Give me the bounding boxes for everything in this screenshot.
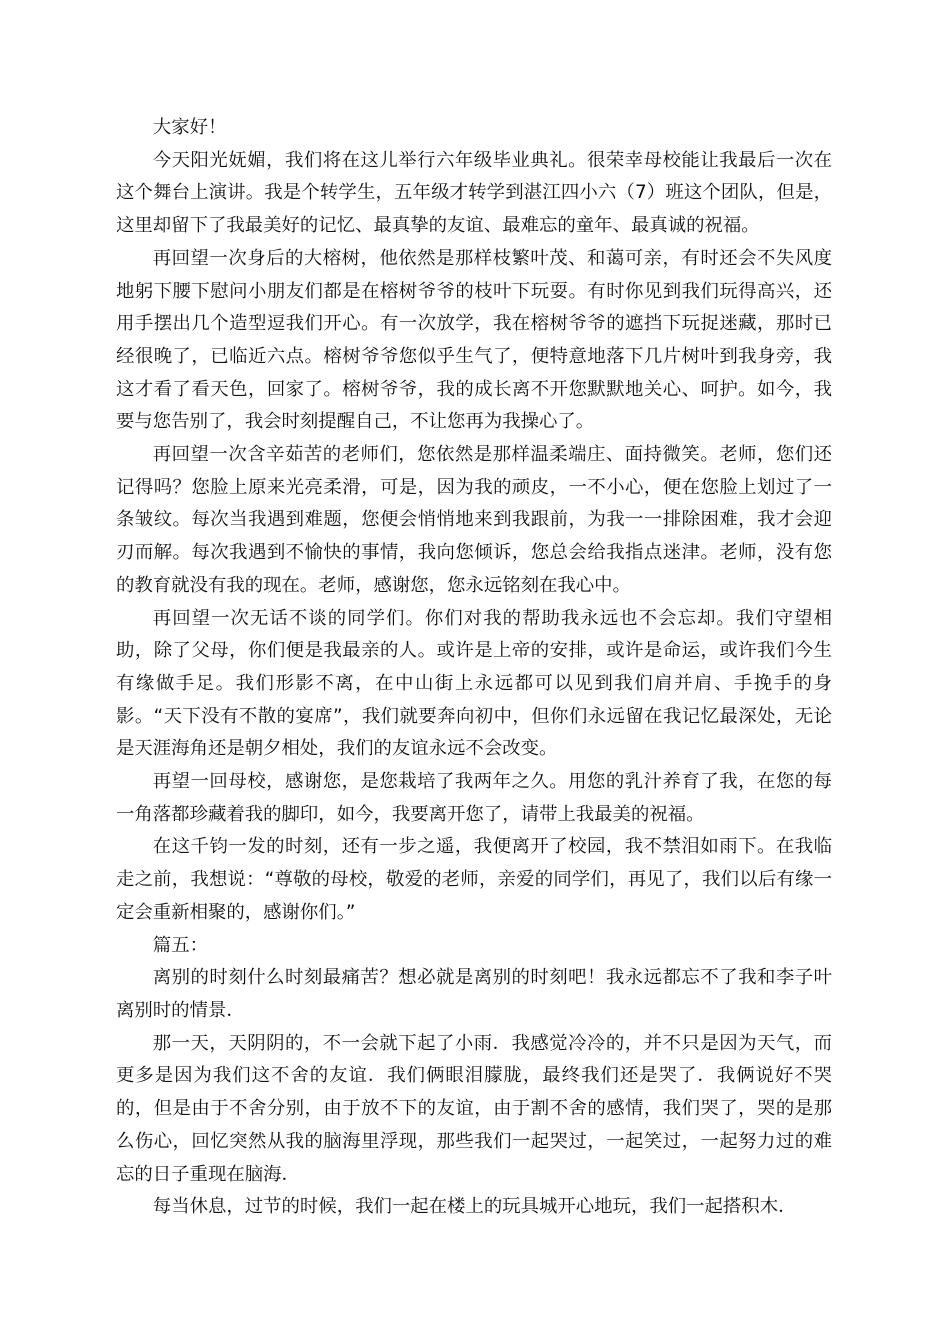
- paragraph-holidays: 每当休息，过节的时候，我们一起在楼上的玩具城开心地玩，我们一起搭积木．: [152, 1196, 797, 1218]
- paragraph-school: 再望一回母校，感谢您，是您栽培了我两年之久。用您的乳汁养育了我，在您的每一角落都珍藏着我的脚印，如今，我要离开您了，请带上我最美的祝福。: [116, 771, 832, 825]
- document-body: [116, 112, 832, 1224]
- paragraph-farewell: 在这千钧一发的时刻，还有一步之遥，我便离开了校园，我不禁泪如雨下。在我临走之前，我想说：“尊敬的母校，敬爱的老师，亲爱的同学们，再见了，我们以后有缘一定会重新相聚的，感谢你们。”: [116, 836, 832, 923]
- paragraph-classmates: 再回望一次无话不谈的同学们。你们对我的帮助我永远也不会忘却。我们守望相助，除了父母，你们便是我最亲的人。或许是上帝的安排，或许是命运，或许我们今生有缘做手足。我们形影不离，在中山街上永远都可以见到我们肩并肩、手挽手的身影。“天下没有不散的宴席”，我们就要奔向初中，但你们永远留在我记忆最深处，无论是天涯海角还是朝夕相处，我们的友谊永远不会改变。: [116, 607, 832, 760]
- greeting-paragraph: 大家好！: [152, 117, 227, 138]
- paragraph-rainy-day: 那一天，天阴阴的，不一会就下起了小雨．我感觉冷冷的，并不只是因为天气，而更多是因为我们这不舍的友谊．我们俩眼泪朦胧，最终我们还是哭了．我俩说好不哭的，但是由于不舍分别，由于放不下的友谊，由于割不舍的感情，我们哭了，哭的是那么伤心，回忆突然从我的脑海里浮现，那些我们一起哭过，一起笑过，一起努力过的难忘的日子重现在脑海．: [116, 1032, 832, 1185]
- paragraph-parting-moment: 离别的时刻什么时刻最痛苦？想必就是离别的时刻吧！我永远都忘不了我和李子叶离别时的情景．: [116, 967, 832, 1021]
- section-heading: 篇五：: [152, 934, 208, 956]
- paragraph-banyan-tree: 再回望一次身后的大榕树，他依然是那样枝繁叶茂、和蔼可亲，有时还会不失风度地躬下腰下慰问小朋友们都是在榕树爷爷的枝叶下玩耍。有时你见到我们玩得高兴，还用手摆出几个造型逗我们开心。有一次放学，我在榕树爷爷的遮挡下玩捉迷藏，那时已经很晚了，已临近六点。榕树爷爷您似乎生气了，便特意地落下几片树叶到我身旁，我这才看了看天色，回家了。榕树爷爷，我的成长离不开您默默地关心、呵护。如今，我要与您告别了，我会时刻提醒自己，不让您再为我操心了。: [116, 247, 832, 433]
- paragraph-teachers: 再回望一次含辛茹苦的老师们，您依然是那样温柔端庄、面持微笑。老师，您们还记得吗？您脸上原来光亮柔滑，可是，因为我的顽皮，一不小心，便在您脸上划过了一条皱纹。每次当我遇到难题，您便会悄悄地来到我跟前，为我一一排除困难，我才会迎刃而解。每次我遇到不愉快的事情，我向您倾诉，您总会给我指点迷津。老师，没有您的教育就没有我的现在。老师，感谢您，您永远铭刻在我心中。: [116, 444, 832, 596]
- paragraph-ceremony: 今天阳光妩媚，我们将在这儿举行六年级毕业典礼。很荣幸母校能让我最后一次在这个舞台上演讲。我是个转学生，五年级才转学到湛江四小六（7）班这个团队，但是，这里却留下了我最美好的记忆、最真挚的友谊、最难忘的童年、最真诚的祝福。: [116, 149, 832, 237]
